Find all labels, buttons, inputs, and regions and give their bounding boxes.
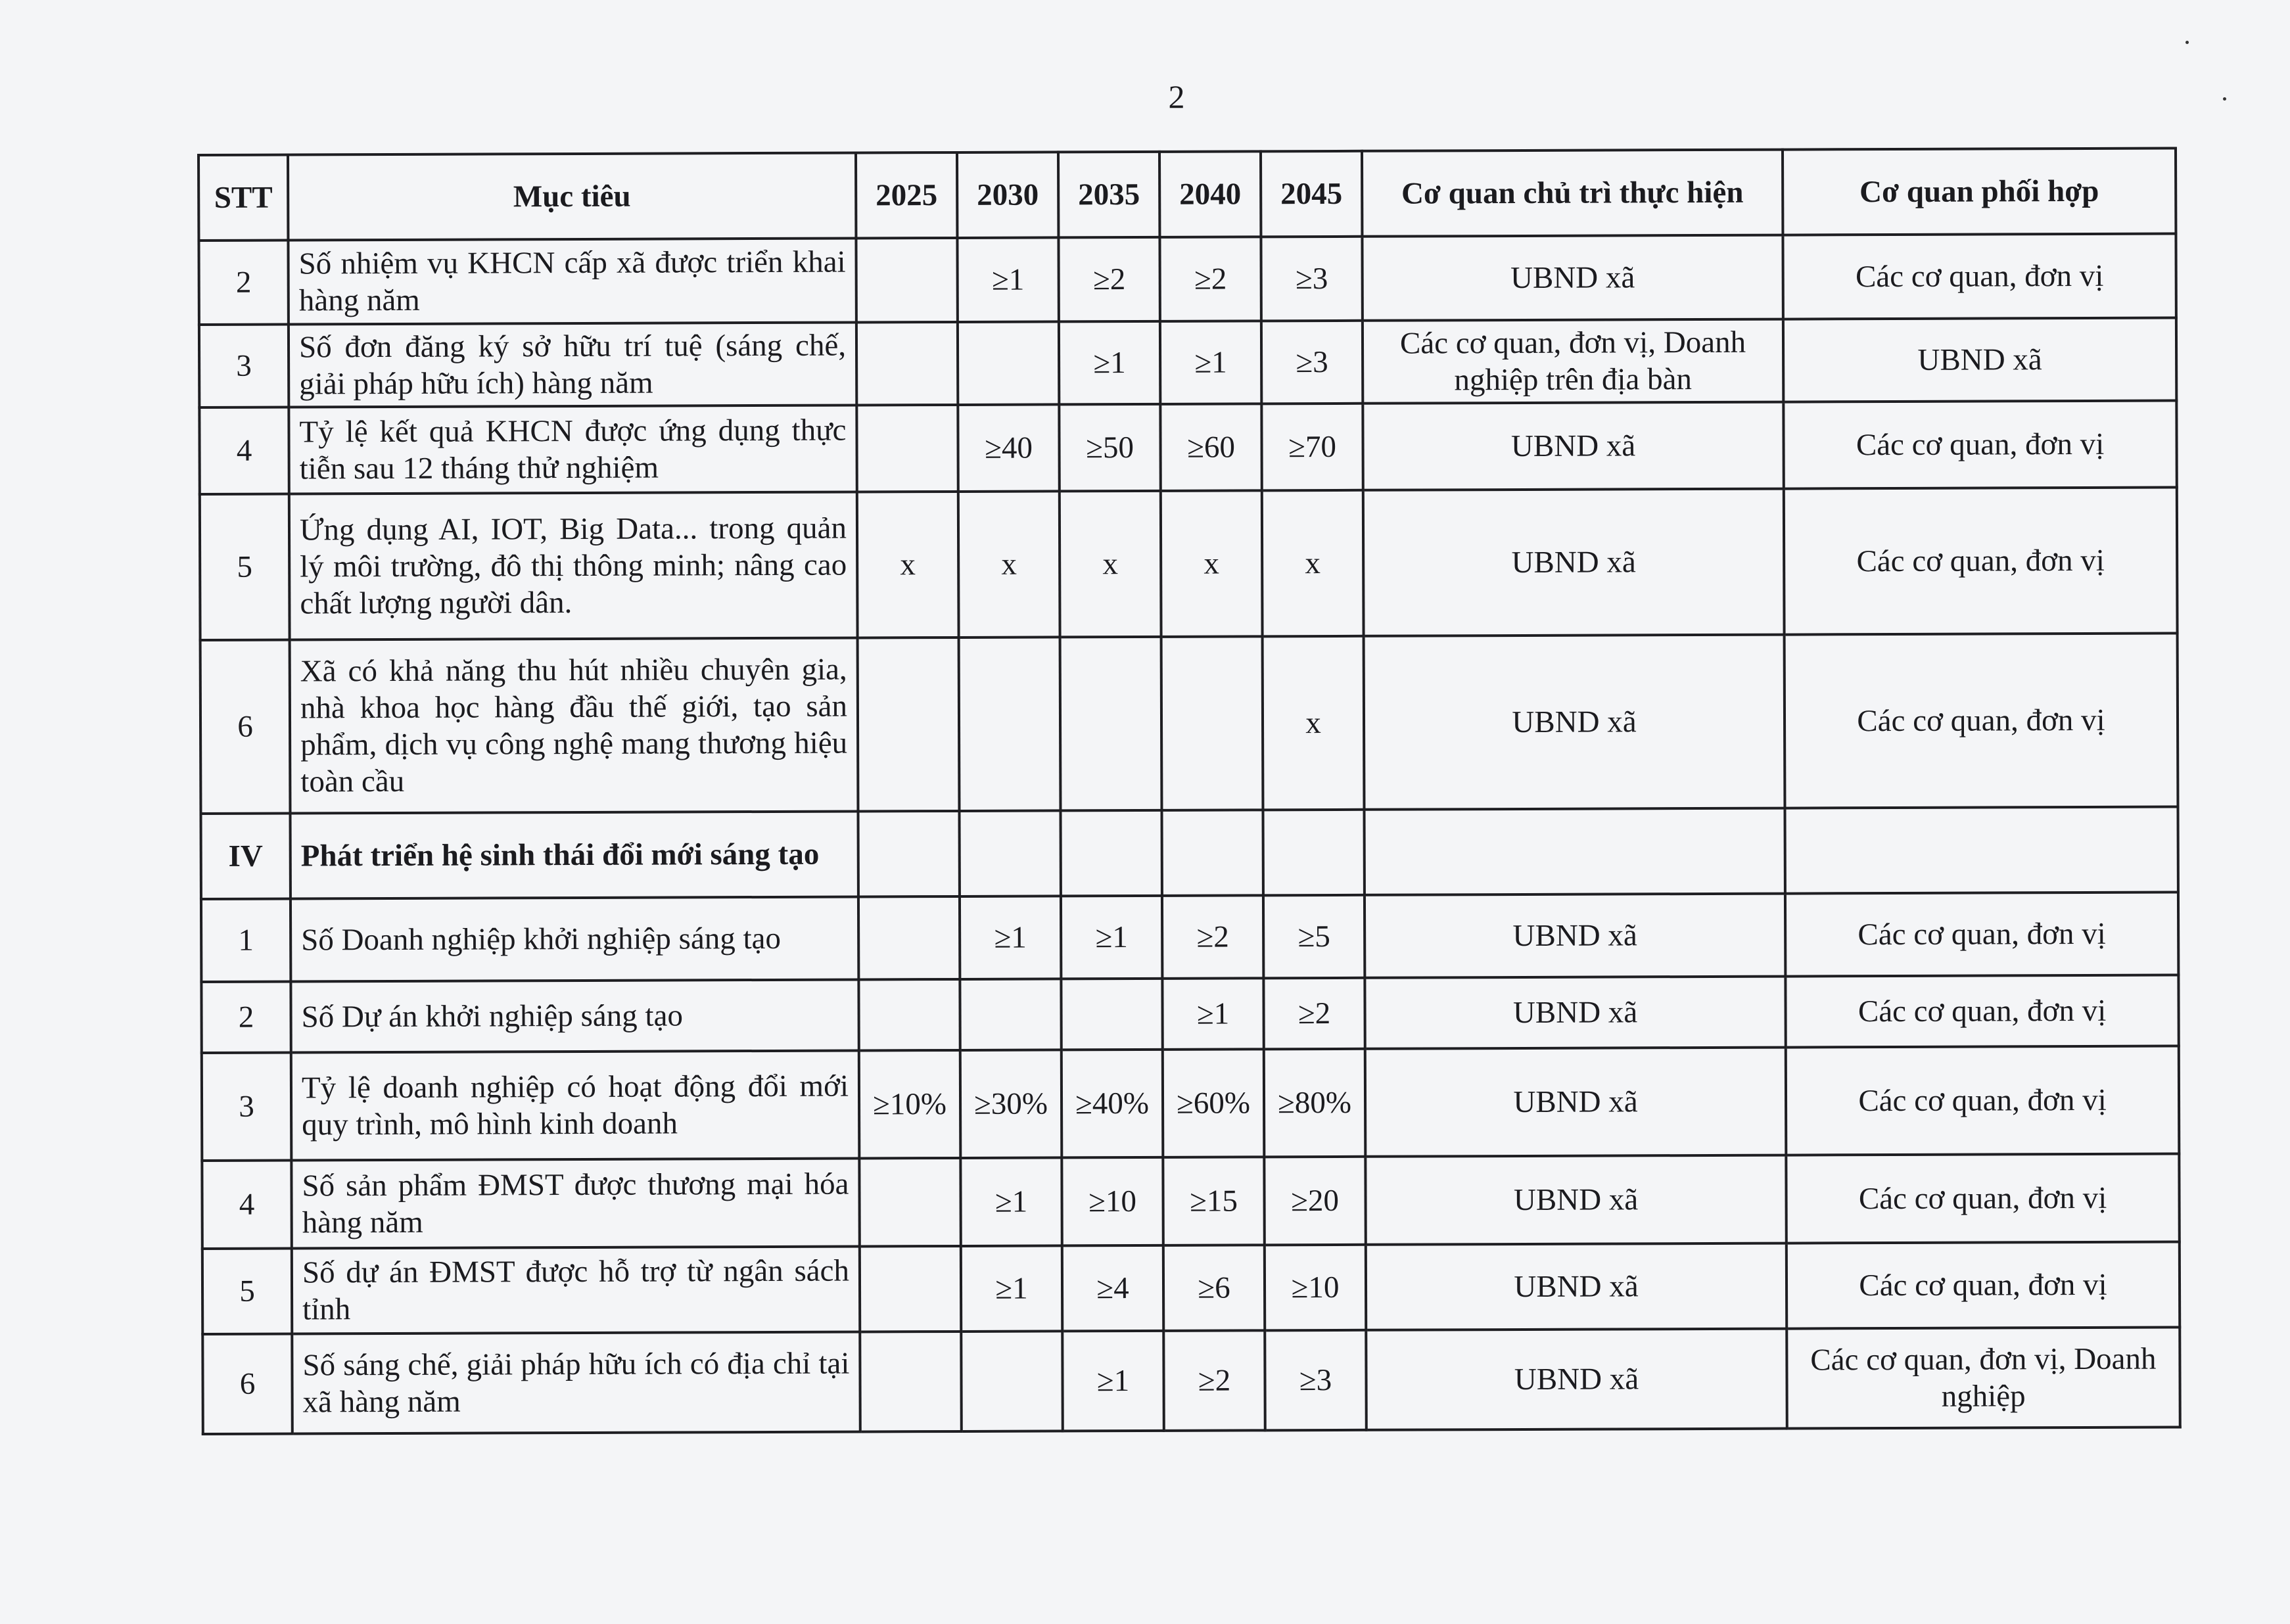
row-goal: Ứng dụng AI, IOT, Big Data... trong quản lý môi trường, đô thị thông minh; nâng cao chất lượng người dân.: [289, 492, 858, 639]
row-lead-agency: UBND xã: [1364, 635, 1785, 810]
target-2030: [961, 1331, 1063, 1431]
table-row: [199, 400, 2176, 494]
target-2035: [1060, 810, 1161, 896]
row-goal: Số Doanh nghiệp khởi nghiệp sáng tạo: [291, 896, 858, 981]
row-coordinating-agency: Các cơ quan, đơn vị: [1785, 892, 2178, 976]
target-2025: [860, 1246, 961, 1332]
target-2040: ≥15: [1163, 1157, 1264, 1245]
target-2040: ≥60: [1160, 404, 1261, 491]
row-stt: 2: [199, 241, 288, 325]
scan-speck: [2185, 41, 2189, 44]
row-goal: Xã có khả năng thu hút nhiều chuyên gia, nhà khoa học hàng đầu thế giới, tạo sản phẩm, dịch vụ công nghệ mang thương hiệu toàn cầu: [290, 638, 858, 813]
row-coordinating-agency: Các cơ quan, đơn vị: [1786, 1046, 2180, 1155]
target-2025: [858, 896, 960, 980]
header-year-2030: 2030: [957, 152, 1058, 238]
target-2040: ≥2: [1163, 1330, 1265, 1431]
row-lead-agency: UBND xã: [1365, 894, 1785, 978]
row-lead-agency: UBND xã: [1362, 235, 1783, 321]
row-stt: 3: [202, 1053, 292, 1161]
target-2035: ≥4: [1062, 1245, 1163, 1332]
row-lead-agency: UBND xã: [1365, 1048, 1787, 1157]
target-2025: ≥10%: [859, 1050, 961, 1159]
row-stt: 5: [202, 1249, 292, 1334]
target-2035: ≥1: [1059, 321, 1160, 405]
row-coordinating-agency: Các cơ quan, đơn vị: [1783, 233, 2176, 319]
row-stt: 5: [200, 494, 290, 640]
row-goal: Số nhiệm vụ KHCN cấp xã được triển khai hàng năm: [288, 239, 856, 325]
target-2045: ≥2: [1263, 978, 1365, 1050]
row-goal: Phát triển hệ sinh thái đổi mới sáng tạo: [291, 811, 858, 898]
row-lead-agency: UBND xã: [1363, 402, 1783, 490]
target-2040: ≥2: [1159, 237, 1261, 321]
target-2025: [856, 322, 958, 406]
target-2025: [858, 638, 960, 812]
header-goal: Mục tiêu: [288, 153, 856, 241]
row-goal: Số Dự án khởi nghiệp sáng tạo: [291, 979, 858, 1052]
row-goal: Số dự án ĐMST được hỗ trợ từ ngân sách tỉnh: [292, 1246, 860, 1334]
row-coordinating-agency: Các cơ quan, đơn vị: [1783, 400, 2176, 488]
target-2030: ≥1: [957, 237, 1058, 322]
row-lead-agency: UBND xã: [1363, 489, 1785, 636]
table-row: [202, 1046, 2180, 1160]
table-row: [202, 1241, 2180, 1334]
target-2030: x: [958, 491, 1060, 638]
row-lead-agency: UBND xã: [1366, 1329, 1787, 1430]
table-row: [200, 487, 2178, 639]
target-2035: ≥40%: [1062, 1050, 1163, 1158]
row-goal: Tỷ lệ doanh nghiệp có hoạt động đổi mới quy trình, mô hình kinh doanh: [291, 1050, 860, 1160]
target-2040: ≥1: [1160, 321, 1261, 404]
target-2025: x: [857, 492, 959, 638]
row-coordinating-agency: Các cơ quan, đơn vị: [1786, 1153, 2179, 1243]
header-year-2035: 2035: [1058, 152, 1159, 238]
target-2025: [858, 979, 960, 1051]
target-2045: ≥10: [1265, 1245, 1366, 1331]
row-stt: 3: [199, 325, 289, 407]
target-2045: x: [1262, 490, 1364, 637]
target-2035: ≥1: [1061, 896, 1162, 979]
row-stt: IV: [201, 814, 291, 899]
row-coordinating-agency: Các cơ quan, đơn vị, Doanh nghiệp: [1787, 1327, 2180, 1428]
target-2035: [1061, 979, 1162, 1050]
row-stt: 4: [199, 407, 289, 494]
target-2030: [959, 810, 1060, 896]
row-goal: Số sản phẩm ĐMST được thương mại hóa hàng năm: [291, 1158, 859, 1248]
target-2040: ≥2: [1162, 895, 1263, 979]
row-stt: 4: [202, 1161, 291, 1249]
row-lead-agency: UBND xã: [1365, 1155, 1786, 1245]
target-2030: ≥1: [960, 896, 1061, 979]
target-2025: [859, 1158, 960, 1247]
table-row: [200, 633, 2178, 813]
table-row: [201, 892, 2178, 981]
target-2040: ≥1: [1162, 978, 1263, 1050]
row-stt: 6: [202, 1334, 292, 1434]
row-lead-agency: Các cơ quan, đơn vị, Doanh nghiệp trên địa bàn: [1363, 319, 1783, 404]
target-2045: ≥80%: [1264, 1049, 1366, 1157]
header-coordinating-agency: Cơ quan phối hợp: [1783, 148, 2176, 235]
row-stt: 6: [200, 640, 291, 814]
row-goal: Tỷ lệ kết quả KHCN được ứng dụng thực tiễn sau 12 tháng thử nghiệm: [289, 406, 856, 494]
target-2035: ≥50: [1059, 404, 1160, 492]
target-2030: ≥30%: [960, 1050, 1062, 1158]
row-coordinating-agency: [1785, 806, 2178, 893]
target-2035: ≥10: [1062, 1157, 1163, 1246]
target-2040: ≥60%: [1163, 1049, 1265, 1157]
targets-table: [197, 147, 2182, 1435]
section-row: [201, 806, 2178, 898]
target-2045: ≥3: [1261, 237, 1362, 321]
scan-speck: [2223, 97, 2226, 101]
target-2025: [860, 1332, 962, 1432]
row-coordinating-agency: UBND xã: [1783, 317, 2176, 402]
target-2035: ≥1: [1062, 1331, 1164, 1431]
target-2035: ≥2: [1058, 237, 1159, 322]
table-row: [199, 317, 2176, 407]
target-2030: ≥40: [958, 404, 1059, 492]
target-2025: [856, 238, 957, 323]
table-row: [202, 1153, 2179, 1248]
target-2025: [858, 811, 959, 897]
target-2035: [1060, 637, 1162, 811]
table-row: [202, 1327, 2180, 1433]
target-2040: [1161, 810, 1263, 896]
target-2030: [960, 979, 1061, 1050]
row-stt: 2: [201, 982, 291, 1053]
row-coordinating-agency: Các cơ quan, đơn vị: [1785, 633, 2178, 808]
table-row: [201, 975, 2178, 1052]
target-2045: ≥3: [1261, 321, 1363, 404]
target-2030: ≥1: [961, 1245, 1062, 1332]
row-stt: 1: [201, 899, 291, 982]
target-2030: [958, 321, 1059, 405]
header-year-2040: 2040: [1159, 151, 1261, 237]
row-lead-agency: UBND xã: [1366, 1243, 1787, 1330]
page-number: 2: [1168, 78, 1185, 115]
header-lead-agency: Cơ quan chủ trì thực hiện: [1362, 150, 1783, 237]
target-2040: [1161, 636, 1263, 810]
target-2045: ≥5: [1263, 895, 1365, 979]
target-2045: ≥70: [1261, 404, 1363, 491]
target-2030: [959, 637, 1061, 811]
target-2045: [1263, 810, 1364, 896]
table-row: [199, 233, 2176, 324]
target-2045: x: [1263, 636, 1365, 810]
row-lead-agency: UBND xã: [1365, 977, 1785, 1049]
header-year-2045: 2045: [1261, 151, 1362, 237]
target-2030: ≥1: [960, 1157, 1062, 1246]
header-year-2025: 2025: [856, 152, 957, 239]
target-2045: ≥3: [1265, 1330, 1367, 1431]
row-goal: Số sáng chế, giải pháp hữu ích có địa chỉ tại xã hàng năm: [292, 1332, 860, 1433]
header-stt: STT: [199, 155, 288, 241]
row-goal: Số đơn đăng ký sở hữu trí tuệ (sáng chế, giải pháp hữu ích) hàng năm: [289, 323, 856, 407]
target-2040: x: [1161, 490, 1263, 637]
target-2040: ≥6: [1163, 1245, 1265, 1331]
row-coordinating-agency: Các cơ quan, đơn vị: [1787, 1241, 2180, 1328]
row-coordinating-agency: Các cơ quan, đơn vị: [1784, 487, 2178, 634]
target-2035: x: [1060, 491, 1161, 638]
target-2025: [856, 405, 958, 492]
row-coordinating-agency: Các cơ quan, đơn vị: [1785, 975, 2178, 1047]
row-lead-agency: [1364, 808, 1785, 895]
target-2045: ≥20: [1264, 1157, 1365, 1245]
table-header-row: [199, 148, 2176, 240]
